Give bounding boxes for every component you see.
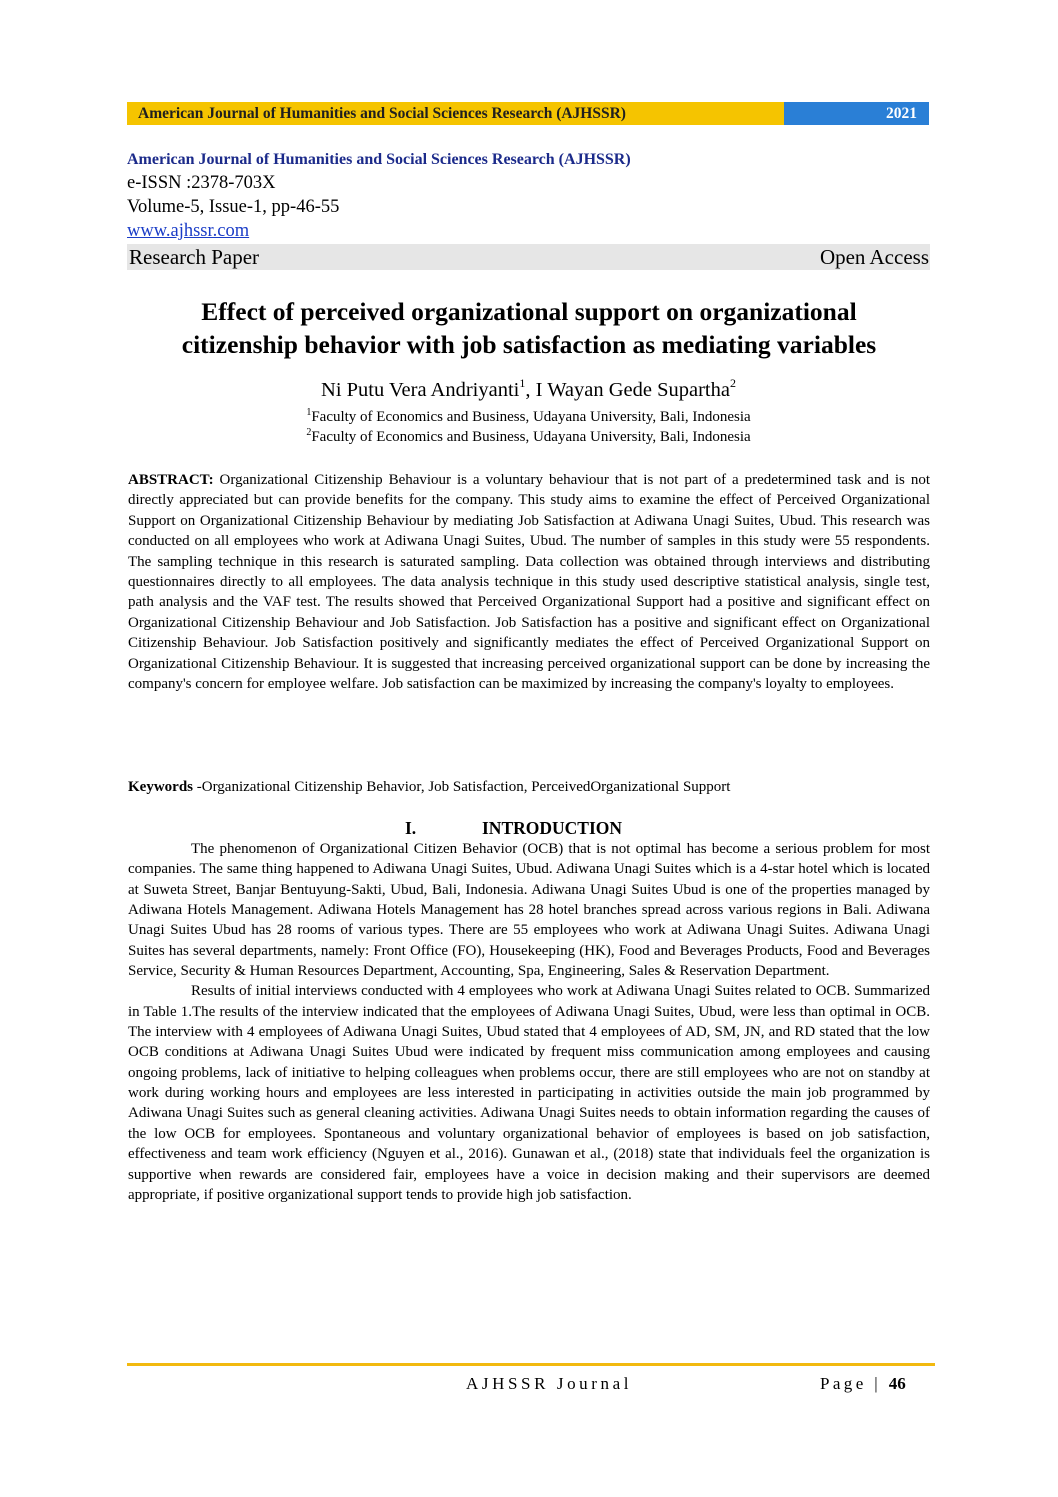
intro-paragraph-2: Results of initial interviews conducted with 4 employees who work at Adiwana Unagi Suites related to OCB. Summarized in Table 1.The results of the interview indicated that the employees of Adiwana Unagi Suites, Ubud, were less than optimal in OCB. The interview with 4 employees of Adiwana Unagi Suites, Ubud stated that 4 employees of AD, SM, JN, and RD stated that the low OCB conditions at Adiwana Unagi Suites Ubud were indicated by frequent miss communication among employees and causing ongoing problems, lack of initiative to helping colleagues when problems occur, there are still employees who are not on standby at work during working hours and employees are less interested in participating in activities outside the main job programmed by Adiwana Unagi Suites such as general cleaning activities. Adiwana Unagi Suites needs to obtain information regarding the causes of the low OCB for employees. Spontaneous and voluntary organizational behavior of employees is based on job satisfaction, effectiveness and team work efficiency (Nguyen et al., 2016). Gunawan et al., (2018) state that individuals feel the organization is supportive when rewards are considered fair, employees have a voice in decision making and their supervisors are deemed appropriate, if positive organizational support tends to provide high job satisfaction.: [128, 983, 930, 1203]
author-1-sup: 1: [519, 376, 526, 390]
affiliation-2: [127, 427, 930, 447]
header-band: [127, 102, 929, 125]
journal-meta: [127, 148, 930, 270]
author-2: I Wayan Gede Supartha: [535, 379, 730, 401]
affiliation-1-sup: 1: [306, 407, 312, 418]
meta-journal-name: American Journal of Humanities and Social Sciences Research (AJHSSR): [127, 151, 631, 168]
paper-type-bar: [127, 244, 930, 270]
affiliation-2-text: Faculty of Economics and Business, Udayana University, Bali, Indonesia: [311, 429, 751, 445]
introduction-body: [128, 839, 930, 1205]
abstract-text: Organizational Citizenship Behaviour is a voluntary behaviour that is not part of a predetermined task and is not directly appreciated but can provide benefits for the company. This study aims to examine the effect of Perceived Organizational Support on Organizational Citizenship Behaviour by mediating Job Satisfaction at Adiwana Unagi Suites, Ubud. This research was conducted on all employees who work at Adiwana Unagi Suites, Ubud. The number of samples in this study were 55 respondents. The sampling technique in this research is saturated sampling. Data collection was obtained through interviews and distributing questionnaires directly to all employees. The data analysis technique in this study used descriptive statistical analysis, single test, path analysis and the VAF test. The results showed that Perceived Organizational Support had a positive and significant effect on Organizational Citizenship Behaviour and Job Satisfaction. Job Satisfaction has a positive and significant effect on Organizational Citizenship Behaviour. Job Satisfaction positively and significantly mediates the effect of Perceived Organizational Support on Organizational Citizenship Behaviour. It is suggested that increasing perceived organizational support can be done by increasing the company's concern for employee welfare. Job satisfaction can be maximized by increasing the company's loyalty to employees.: [128, 472, 930, 693]
keywords: [128, 777, 930, 797]
author-separator: ,: [525, 379, 536, 401]
intro-paragraph-1: The phenomenon of Organizational Citizen Behavior (OCB) that is not optimal has become a serious problem for most companies. The same thing happened to Adiwana Unagi Suites, Ubud. Adiwana Unagi Suites which is a 4-star hotel which is located at Suweta Street, Banjar Bentuyung-Sakti, Ubud, Bali, Indonesia. Adiwana Unagi Suites Ubud is one of the properties managed by Adiwana Hotels Management. Adiwana Hotels Management has 28 hotel branches spread across various regions in Bali. Adiwana Unagi Suites Ubud has 28 rooms of various types. There are 55 employees who work at Adiwana Unagi Suites. Adiwana Unagi Suites has several departments, namely: Front Office (FO), Housekeeping (HK), Food and Beverages Products, Food and Beverages Service, Security & Human Resources Department, Accounting, Spa, Engineering, Sales & Reservation Department.: [128, 841, 930, 980]
section-number: I.: [405, 818, 417, 838]
access-type: Open Access: [819, 245, 929, 269]
affiliation-1-text: Faculty of Economics and Business, Udayana University, Bali, Indonesia: [311, 409, 751, 425]
meta-issn: e-ISSN :2378-703X: [127, 173, 276, 193]
footer-page: [820, 1374, 906, 1394]
keywords-label: Keywords: [128, 779, 193, 795]
paper-title-line-2: citizenship behavior with job satisfaction as mediating variables: [181, 330, 877, 359]
footer-page-label: Page |: [820, 1374, 889, 1393]
abstract: [128, 470, 930, 694]
footer-journal: AJHSSR Journal: [466, 1374, 633, 1393]
paper-title-line-1: Effect of perceived organizational support on organizational: [201, 297, 857, 326]
footer-page-number: 46: [888, 1374, 906, 1393]
affiliation-2-sup: 2: [306, 427, 312, 438]
header-year: 2021: [784, 102, 929, 125]
footer-rule: [127, 1363, 935, 1366]
author-2-sup: 2: [729, 376, 736, 390]
affiliation-1: [127, 407, 930, 427]
paper-type: Research Paper: [129, 245, 260, 269]
header-journal-name: American Journal of Humanities and Social Sciences Research (AJHSSR): [127, 102, 784, 125]
abstract-label: ABSTRACT:: [128, 472, 214, 488]
author-1: Ni Putu Vera Andriyanti: [321, 379, 520, 401]
meta-volume: Volume-5, Issue-1, pp-46-55: [127, 197, 340, 217]
authors: [127, 376, 930, 404]
paper-title: [110, 295, 948, 361]
section-title: INTRODUCTION: [482, 818, 623, 838]
meta-website-link[interactable]: www.ajhssr.com: [127, 221, 250, 241]
keywords-text: -Organizational Citizenship Behavior, Job Satisfaction, PerceivedOrganizational Support: [193, 779, 731, 795]
